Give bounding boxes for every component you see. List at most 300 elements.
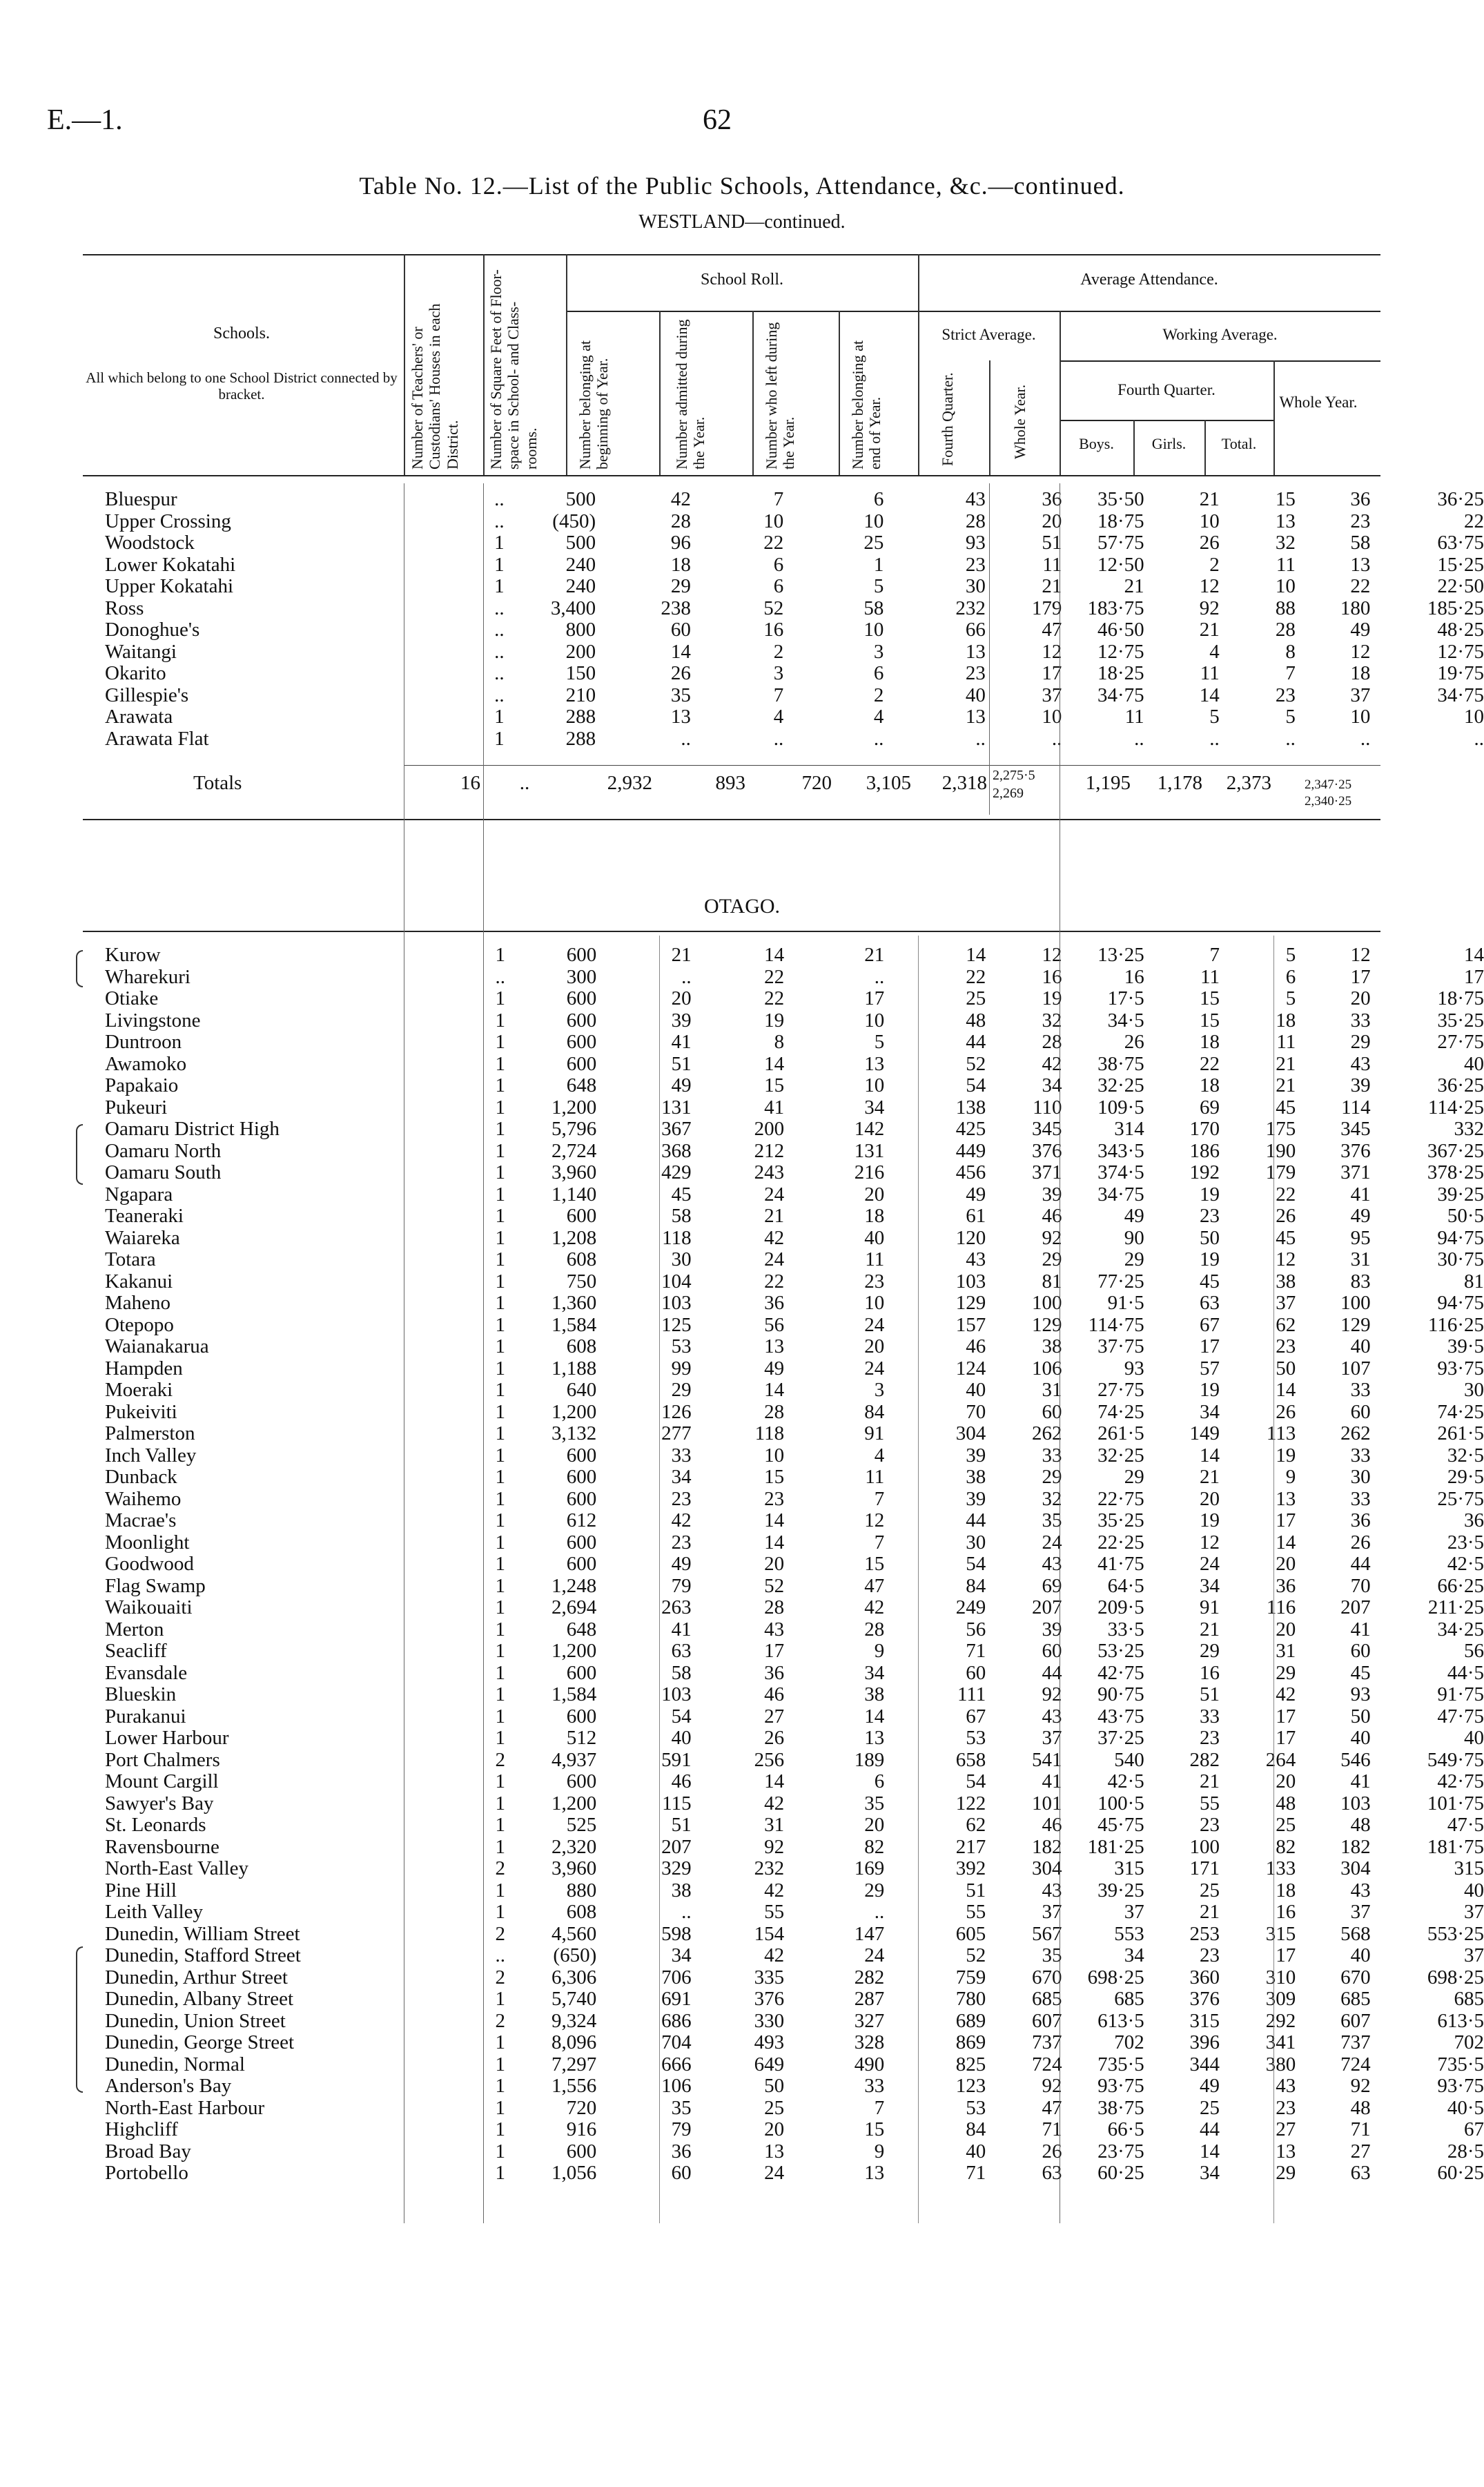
table-cell: 100 xyxy=(1032,1292,1062,1314)
table-cell: 115 xyxy=(662,1792,692,1815)
table-cell: .. xyxy=(975,727,986,750)
table-cell: 1 xyxy=(495,1792,505,1815)
table-cell: 23 xyxy=(1200,1814,1220,1836)
table-cell: 22 xyxy=(1276,1183,1296,1206)
table-cell: .. xyxy=(495,1944,505,1966)
table-cell: .. xyxy=(495,965,505,988)
totals-roll-end: 3,105 xyxy=(866,772,911,794)
table-cell: 113 xyxy=(1266,1422,1296,1444)
table-cell: 40 xyxy=(1464,1879,1484,1901)
table-cell: .. xyxy=(494,619,505,641)
table-cell: 122 xyxy=(955,1792,986,1815)
table-cell: 1 xyxy=(494,575,505,597)
table-cell: 605 xyxy=(955,1922,986,1945)
table-cell: 48 xyxy=(1350,2096,1371,2119)
table-cell: 1,200 xyxy=(551,1400,597,1423)
school-name: Lower Kokatahi xyxy=(105,553,236,576)
table-cell: 21 xyxy=(1200,1901,1220,1923)
table-cell: 60·25 xyxy=(1097,2162,1144,2184)
table-cell: 12·75 xyxy=(1437,640,1484,663)
table-cell: 1,248 xyxy=(551,1574,597,1597)
table-cell: 26 xyxy=(1350,1531,1371,1554)
school-name: Donoghue's xyxy=(105,619,200,641)
table-cell: 19 xyxy=(1200,1183,1220,1206)
table-cell: 14 xyxy=(764,1531,785,1554)
table-cell: 11 xyxy=(1276,553,1296,576)
school-name: Waihemo xyxy=(105,1487,182,1510)
table-cell: 49 xyxy=(671,1074,692,1096)
table-cell: 12 xyxy=(1042,640,1062,663)
school-name: Upper Crossing xyxy=(105,510,231,532)
table-cell: 28·5 xyxy=(1447,2140,1484,2162)
table-cell: 35 xyxy=(670,684,691,706)
table-cell: 685 xyxy=(1032,1988,1062,2010)
table-cell: .. xyxy=(494,684,505,706)
table-cell: 6 xyxy=(1285,965,1296,988)
totals-fourth-quarter-strict: 2,318 xyxy=(941,772,987,794)
table-cell: 1 xyxy=(495,1118,505,1140)
table-cell: 17·5 xyxy=(1107,987,1144,1009)
table-cell: 40 xyxy=(1350,1727,1371,1749)
table-cell: 43 xyxy=(1276,2075,1296,2097)
table-cell: 40 xyxy=(864,1226,885,1249)
table-cell: 22·75 xyxy=(1097,1487,1144,1510)
table-cell: 13 xyxy=(965,640,986,663)
table-cell: 1 xyxy=(495,2096,505,2119)
table-cell: 1 xyxy=(495,1009,505,1032)
table-cell: 309 xyxy=(1265,1988,1296,2010)
table-cell: 371 xyxy=(1340,1161,1371,1183)
school-name: Hampden xyxy=(105,1357,183,1380)
school-name: Goodwood xyxy=(105,1553,194,1575)
table-cell: 1 xyxy=(495,1640,505,1662)
table-cell: 62 xyxy=(1276,1313,1296,1336)
school-name: Livingstone xyxy=(105,1009,201,1032)
table-cell: 23 xyxy=(1200,1727,1220,1749)
table-cell: 9 xyxy=(874,2140,885,2162)
table-cell: 60 xyxy=(1042,1400,1062,1423)
table-cell: 344 xyxy=(1189,2053,1220,2075)
table-cell: 125 xyxy=(661,1313,692,1336)
table-cell: 374·5 xyxy=(1097,1161,1144,1183)
school-name: Kurow xyxy=(105,944,161,966)
table-cell: 10 xyxy=(763,510,784,532)
table-cell: 94·75 xyxy=(1437,1226,1484,1249)
otago-section-title: OTAGO. xyxy=(703,895,781,918)
school-name: Anderson's Bay xyxy=(105,2075,232,2097)
table-cell: 37 xyxy=(1124,1901,1144,1923)
table-cell: 553·25 xyxy=(1427,1922,1484,1945)
table-cell: 46·50 xyxy=(1097,619,1144,641)
table-cell: 182 xyxy=(1340,1835,1371,1858)
table-cell: 74·25 xyxy=(1097,1400,1144,1423)
table-cell: 10 xyxy=(864,1074,885,1096)
table-cell: 1,188 xyxy=(551,1357,597,1380)
table-cell: 263 xyxy=(661,1596,692,1618)
table-cell: 37 xyxy=(1276,1292,1296,1314)
school-name: Moonlight xyxy=(105,1531,190,1554)
table-cell: 18 xyxy=(1200,1074,1220,1096)
table-cell: 23·75 xyxy=(1097,2140,1144,2162)
table-cell: 110 xyxy=(1033,1096,1062,1119)
table-cell: 106 xyxy=(661,2075,692,2097)
table-cell: 1 xyxy=(495,1444,505,1467)
table-cell: 42 xyxy=(764,1226,785,1249)
table-cell: 20 xyxy=(764,1553,785,1575)
table-cell: 50 xyxy=(1276,1357,1296,1380)
table-cell: 4,560 xyxy=(551,1922,597,1945)
table-cell: 31 xyxy=(1042,1379,1062,1401)
table-cell: 29 xyxy=(1042,1248,1062,1270)
table-cell: 3 xyxy=(773,662,784,684)
table-cell: 36·25 xyxy=(1437,488,1484,510)
table-cell: 591 xyxy=(661,1748,692,1771)
table-cell: 780 xyxy=(955,1988,986,2010)
table-cell: 40 xyxy=(1464,1052,1484,1075)
table-cell: 41·75 xyxy=(1097,1553,1144,1575)
table-cell: 35 xyxy=(1042,1944,1062,1966)
table-cell: 20 xyxy=(764,2118,785,2140)
table-cell: 30 xyxy=(966,1531,986,1554)
table-cell: 58 xyxy=(671,1205,692,1227)
table-cell: 36 xyxy=(764,1292,785,1314)
header-divider xyxy=(752,311,754,475)
table-cell: 42 xyxy=(764,1792,785,1815)
table-cell: 666 xyxy=(661,2053,692,2075)
table-cell: 648 xyxy=(566,1074,597,1096)
table-cell: 22 xyxy=(764,987,785,1009)
table-cell: 25 xyxy=(1200,1879,1220,1901)
table-cell: 42 xyxy=(1276,1683,1296,1705)
table-cell: 15 xyxy=(864,1553,885,1575)
table-cell: 3 xyxy=(874,1379,885,1401)
table-cell: 724 xyxy=(1032,2053,1062,2075)
table-cell: 10 xyxy=(1464,706,1484,728)
fourth-quarter-header: Fourth Quarter. xyxy=(1117,381,1215,398)
table-cell: 93 xyxy=(1350,1683,1371,1705)
floor-space-header: Number of Square Feet of Floor-space in School- and Class-rooms. xyxy=(487,269,540,470)
table-cell: 20 xyxy=(864,1814,885,1836)
school-name: Blueskin xyxy=(105,1683,177,1705)
school-name: Leith Valley xyxy=(105,1901,204,1923)
table-cell: 44 xyxy=(966,1509,986,1531)
table-cell: 449 xyxy=(955,1139,986,1162)
school-name: Awamoko xyxy=(105,1052,187,1075)
table-cell: 39 xyxy=(1042,1618,1062,1641)
strict-average-header: Strict Average. xyxy=(941,326,1036,343)
table-cell: 42·5 xyxy=(1447,1553,1484,1575)
table-cell: 92 xyxy=(1042,1683,1062,1705)
table-cell: 12 xyxy=(1350,944,1371,966)
table-cell: 264 xyxy=(1265,1748,1296,1771)
table-cell: 1 xyxy=(495,1248,505,1270)
table-cell: 253 xyxy=(1189,1922,1220,1945)
table-cell: 69 xyxy=(1200,1096,1220,1119)
table-cell: 42 xyxy=(764,1944,785,1966)
table-cell: 600 xyxy=(566,1661,597,1684)
school-name: Waianakarua xyxy=(105,1335,209,1357)
table-cell: 111 xyxy=(957,1683,986,1705)
table-cell: 46 xyxy=(671,1770,692,1792)
table-cell: 15 xyxy=(1200,1009,1220,1032)
westland-end-rule xyxy=(83,819,1380,820)
table-cell: 13 xyxy=(864,2162,885,2184)
table-cell: 22 xyxy=(764,1270,785,1293)
table-cell: 82 xyxy=(864,1835,885,1858)
table-row xyxy=(83,685,1484,707)
table-cell: 39 xyxy=(671,1009,692,1032)
table-cell: 27 xyxy=(1350,2140,1371,2162)
school-name: Waiareka xyxy=(105,1226,180,1249)
table-cell: 34 xyxy=(1042,1074,1062,1096)
table-cell: 600 xyxy=(566,2140,597,2162)
table-cell: 12 xyxy=(864,1509,885,1531)
table-cell: 360 xyxy=(1189,1966,1220,1988)
table-cell: 36 xyxy=(764,1661,785,1684)
school-name: Macrae's xyxy=(105,1509,177,1531)
table-cell: 916 xyxy=(566,2118,597,2140)
table-cell: 1,200 xyxy=(551,1096,597,1119)
table-cell: 1 xyxy=(495,1379,505,1401)
table-cell: 42 xyxy=(670,488,691,510)
table-cell: 525 xyxy=(566,1814,597,1836)
table-cell: 1 xyxy=(495,1879,505,1901)
table-cell: 2 xyxy=(495,1922,505,1945)
table-cell: 33·5 xyxy=(1107,1618,1144,1641)
table-cell: 24 xyxy=(764,2162,785,2184)
table-cell: 315 xyxy=(1454,1857,1484,1879)
table-cell: 36 xyxy=(671,2140,692,2162)
table-cell: 10 xyxy=(864,1292,885,1314)
table-cell: 100 xyxy=(1189,1835,1220,1858)
table-cell: 1 xyxy=(495,1988,505,2010)
table-cell: 378·25 xyxy=(1427,1161,1484,1183)
table-cell: 368 xyxy=(661,1139,692,1162)
table-cell: 11 xyxy=(1200,965,1220,988)
table-cell: 33 xyxy=(1042,1444,1062,1467)
table-cell: 37 xyxy=(1042,1901,1062,1923)
table-row xyxy=(83,663,1484,685)
table-cell: 1 xyxy=(495,1161,505,1183)
table-cell: 114·25 xyxy=(1427,1096,1484,1119)
table-cell: 456 xyxy=(955,1161,986,1183)
table-row xyxy=(83,576,1484,598)
table-cell: 17 xyxy=(1276,1509,1296,1531)
table-cell: 670 xyxy=(1340,1966,1371,1988)
header-bottom-rule xyxy=(83,475,1380,476)
header-divider xyxy=(1273,360,1275,475)
table-cell: 22·25 xyxy=(1097,1531,1144,1554)
table-cell: 1 xyxy=(494,553,505,576)
totals-floor: .. xyxy=(519,772,530,794)
table-cell: 6 xyxy=(873,662,884,684)
school-name: Ravensbourne xyxy=(105,1835,219,1858)
attendance-rule xyxy=(918,311,1380,312)
school-name: Totara xyxy=(105,1248,156,1270)
table-cell: 367·25 xyxy=(1427,1139,1484,1162)
table-cell: 13 xyxy=(670,706,691,728)
table-cell: 1 xyxy=(495,1335,505,1357)
table-cell: 490 xyxy=(854,2053,885,2075)
table-cell: 249 xyxy=(955,1596,986,1618)
table-cell: 14 xyxy=(764,1052,785,1075)
table-cell: 19 xyxy=(764,1009,785,1032)
table-cell: 12·50 xyxy=(1097,553,1144,576)
table-cell: 53 xyxy=(966,2096,986,2119)
table-cell: 608 xyxy=(566,1335,597,1357)
table-cell: 20 xyxy=(1276,1770,1296,1792)
table-cell: 10 xyxy=(864,1009,885,1032)
table-cell: 38 xyxy=(966,1466,986,1488)
table-cell: 4 xyxy=(873,706,884,728)
school-name: Upper Kokatahi xyxy=(105,575,234,597)
table-cell: 66·5 xyxy=(1107,2118,1144,2140)
table-cell: 107 xyxy=(1340,1357,1371,1380)
table-cell: 47 xyxy=(1042,619,1062,641)
table-cell: 19 xyxy=(1276,1444,1296,1467)
table-cell: 34 xyxy=(1200,1400,1220,1423)
table-cell: 35 xyxy=(864,1792,885,1815)
table-cell: 23 xyxy=(1276,1335,1296,1357)
table-cell: 29 xyxy=(1200,1640,1220,1662)
table-cell: 157 xyxy=(955,1313,986,1336)
table-cell: 48 xyxy=(966,1009,986,1032)
table-cell: 29 xyxy=(1276,1661,1296,1684)
table-cell: 96 xyxy=(670,532,691,554)
fourth-quarter-rule xyxy=(1060,420,1273,421)
table-cell: 55 xyxy=(966,1901,986,1923)
table-cell: 29 xyxy=(1276,2162,1296,2184)
table-cell: 20 xyxy=(1276,1553,1296,1575)
table-cell: 179 xyxy=(1265,1161,1296,1183)
table-cell: 170 xyxy=(1189,1118,1220,1140)
table-cell: 1 xyxy=(495,1205,505,1227)
table-cell: .. xyxy=(1209,727,1220,750)
table-cell: 21 xyxy=(1200,1770,1220,1792)
table-cell: 29 xyxy=(671,1379,692,1401)
table-cell: 37 xyxy=(1350,684,1371,706)
totals-whole-year-strict-a: 2,275·5 xyxy=(993,768,1035,783)
table-cell: 33 xyxy=(1350,1379,1371,1401)
table-cell: 131 xyxy=(661,1096,692,1119)
table-cell: 38 xyxy=(864,1683,885,1705)
school-name: Portobello xyxy=(105,2162,188,2184)
table-cell: .. xyxy=(681,1901,692,1923)
table-cell: 38 xyxy=(1276,1270,1296,1293)
table-cell: 28 xyxy=(1042,1031,1062,1053)
table-cell: .. xyxy=(773,727,784,750)
table-cell: 60 xyxy=(671,2162,692,2184)
school-name: Gillespie's xyxy=(105,684,189,706)
table-cell: 38 xyxy=(1042,1335,1062,1357)
school-name: North-East Harbour xyxy=(105,2096,265,2119)
table-cell: 57·75 xyxy=(1097,532,1144,554)
school-name: Waikouaiti xyxy=(105,1596,193,1618)
table-cell: 1,208 xyxy=(551,1226,597,1249)
table-cell: 52 xyxy=(763,597,784,619)
table-row xyxy=(83,706,1484,728)
table-cell: 92 xyxy=(1199,597,1220,619)
table-cell: 600 xyxy=(566,944,597,966)
totals-label: Totals xyxy=(193,772,242,794)
table-cell: 63 xyxy=(671,1640,692,1662)
table-cell: 14 xyxy=(764,1379,785,1401)
table-cell: 12 xyxy=(1042,944,1062,966)
table-cell: 37 xyxy=(1350,1901,1371,1923)
table-cell: 63·75 xyxy=(1437,532,1484,554)
table-cell: 42 xyxy=(671,1509,692,1531)
table-cell: 425 xyxy=(955,1118,986,1140)
table-cell: 50 xyxy=(1350,1705,1371,1728)
table-cell: 13·25 xyxy=(1097,944,1144,966)
table-cell: 103 xyxy=(661,1683,692,1705)
table-cell: 7 xyxy=(1285,662,1296,684)
table-cell: 60·25 xyxy=(1437,2162,1484,2184)
table-cell: 47 xyxy=(864,1574,885,1597)
table-cell: 34·75 xyxy=(1437,684,1484,706)
table-cell: 28 xyxy=(864,1618,885,1641)
table-cell: 10 xyxy=(1275,575,1296,597)
table-cell: 315 xyxy=(1114,1857,1144,1879)
table-cell: 29 xyxy=(1042,1466,1062,1488)
table-cell: 1 xyxy=(495,1618,505,1641)
table-cell: 1 xyxy=(495,1814,505,1836)
table-cell: 24 xyxy=(764,1248,785,1270)
table-cell: 640 xyxy=(566,1379,597,1401)
table-cell: 58 xyxy=(1350,532,1371,554)
table-cell: 24 xyxy=(864,1944,885,1966)
table-cell: 282 xyxy=(1189,1748,1220,1771)
totals-roll-admitted: 893 xyxy=(715,772,745,794)
table-cell: 1 xyxy=(495,2031,505,2053)
table-cell: .. xyxy=(681,727,691,750)
table-cell: 41 xyxy=(764,1096,785,1119)
table-cell: 50 xyxy=(764,2075,785,2097)
table-cell: 175 xyxy=(1265,1118,1296,1140)
table-cell: 600 xyxy=(566,1205,597,1227)
table-cell: 240 xyxy=(565,553,596,576)
table-cell: 2 xyxy=(1209,553,1220,576)
table-cell: 869 xyxy=(955,2031,986,2053)
table-cell: 315 xyxy=(1189,2009,1220,2032)
school-name: Oamaru District High xyxy=(105,1118,280,1140)
table-cell: 34 xyxy=(671,1466,692,1488)
table-cell: 49 xyxy=(1350,1205,1371,1227)
table-cell: 36 xyxy=(1042,488,1062,510)
table-cell: 568 xyxy=(1340,1922,1371,1945)
school-name: Flag Swamp xyxy=(105,1574,206,1597)
table-cell: 17 xyxy=(1276,1944,1296,1966)
table-cell: 92 xyxy=(764,1835,785,1858)
table-cell: 13 xyxy=(764,2140,785,2162)
table-cell: 25 xyxy=(966,987,986,1009)
table-cell: 43 xyxy=(1350,1879,1371,1901)
table-cell: 44 xyxy=(966,1031,986,1053)
table-cell: 304 xyxy=(955,1422,986,1444)
table-cell: 25 xyxy=(863,532,884,554)
table-cell: 10 xyxy=(764,1444,785,1467)
table-cell: 600 xyxy=(566,1770,597,1792)
table-cell: 4,937 xyxy=(551,1748,597,1771)
table-cell: 12 xyxy=(1199,575,1220,597)
table-cell: 43 xyxy=(1042,1705,1062,1728)
working-average-rule xyxy=(1060,360,1380,362)
table-cell: 38·75 xyxy=(1097,1052,1144,1075)
table-cell: 10 xyxy=(863,510,884,532)
houses-header: Number of Teachers' or Custodians' Houses in each District. xyxy=(409,303,461,470)
table-cell: 3,132 xyxy=(551,1422,597,1444)
table-cell: 44·5 xyxy=(1447,1661,1484,1684)
